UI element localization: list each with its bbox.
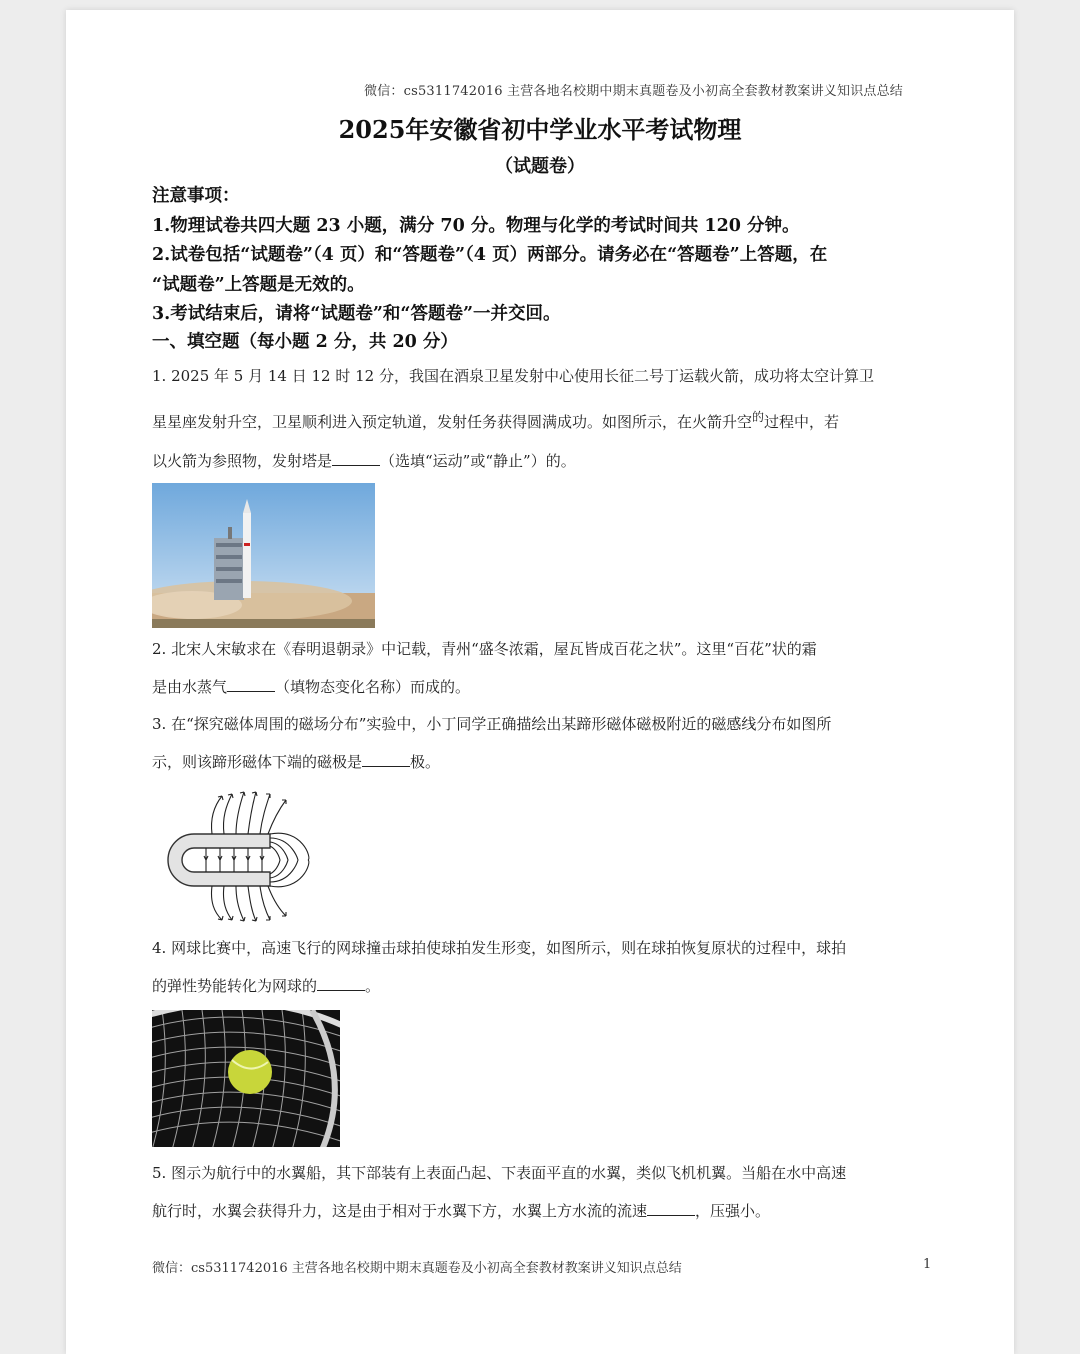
question-3-line: 3. 在“探究磁体周围的磁场分布”实验中，小丁同学正确描绘出某蹄形磁体磁极附近的磁感线分布如图所 (152, 715, 832, 733)
question-3-text: 示，则该蹄形磁体下端的磁极是 (152, 753, 363, 771)
question-1-line (152, 442, 932, 480)
notes-item: “试题卷”上答题是无效的。 (152, 274, 365, 295)
question-2-line: 2. 北宋人宋敏求在《春明退朝录》中记载，青州“盛冬浓霜，屋瓦皆成百花之状”。这里“百花”状的霜 (152, 640, 817, 658)
section-heading: 一、填空题（每小题 2 分，共 20 分） (152, 332, 458, 352)
question-5 (152, 1154, 932, 1230)
question-1-line: 1. 2025 年 5 月 14 日 12 时 12 分，我国在酒泉卫星发射中心使用长征二号丁运载火箭，成功将太空计算卫 (152, 367, 874, 385)
answer-blank (362, 752, 410, 767)
notes-item: 3.考试结束后，请将“试题卷”和“答题卷”一并交回。 (152, 304, 561, 324)
rocket-launch-image (152, 483, 375, 628)
answer-blank (317, 976, 365, 991)
exam-subtitle: （试题卷） (495, 156, 585, 177)
question-1-sup: 的 (752, 410, 765, 424)
question-4-line: 4. 网球比赛中，高速飞行的网球撞击球拍使球拍发生形变，如图所示，则在球拍恢复原状的过程中，球拍 (152, 939, 847, 957)
question-5-text: 航行时，水翼会获得升力，这是由于相对于水翼下方，水翼上方水流的流速 (152, 1202, 648, 1220)
question-1-text: 星星座发射升空，卫星顺利进入预定轨道，发射任务获得圆满成功。如图所示，在火箭升空 (152, 413, 753, 431)
question-2-text: 是由水蒸气 (152, 678, 228, 696)
header-watermark: 微信：cs5311742016 主营各地名校期中期末真题卷及小初高全套教材教案讲义知识点总结 (364, 84, 903, 99)
question-4-text: 。 (365, 977, 381, 995)
exam-title: 2025年安徽省初中学业水平考试物理 (338, 115, 742, 144)
question-1-text: （选填“运动”或“静止”）的。 (380, 452, 576, 470)
notes-block (152, 182, 932, 330)
question-5-line (152, 1192, 932, 1230)
exam-page (66, 10, 1014, 1354)
question-4-text: 的弹性势能转化为网球的 (152, 977, 318, 995)
question-1 (152, 357, 932, 480)
answer-blank (227, 677, 275, 692)
horseshoe-magnet-figure (152, 788, 316, 922)
question-1-text: 以火箭为参照物，发射塔是 (152, 452, 333, 470)
tennis-racket-image (152, 1010, 340, 1147)
question-2-text: （填物态变化名称）而成的。 (275, 678, 471, 696)
question-2-line (152, 668, 932, 706)
question-5-text: ，压强小。 (695, 1202, 771, 1220)
notes-item: 1.物理试卷共四大题 23 小题，满分 70 分。物理与化学的考试时间共 120 分钟。 (152, 215, 800, 236)
question-1-text: 过程中，若 (764, 413, 840, 431)
question-3-line (152, 743, 932, 781)
question-4 (152, 929, 932, 1005)
page-number: 1 (923, 1257, 932, 1272)
question-1-line (152, 403, 932, 442)
question-3 (152, 705, 932, 781)
notes-item: 2.试卷包括“试题卷”（4 页）和“答题卷”（4 页）两部分。请务必在“答题卷”上答题，在 (152, 245, 828, 265)
footer-watermark: 微信：cs5311742016 主营各地名校期中期末真题卷及小初高全套教材教案讲义知识点总结 (152, 1261, 682, 1276)
question-2 (152, 630, 932, 706)
answer-blank (332, 451, 380, 466)
answer-blank (647, 1201, 695, 1216)
question-3-text: 极。 (410, 753, 441, 771)
question-4-line (152, 967, 932, 1005)
notes-heading: 注意事项： (152, 186, 240, 206)
question-5-line: 5. 图示为航行中的水翼船，其下部装有上表面凸起、下表面平直的水翼，类似飞机机翼。当船在水中高速 (152, 1164, 847, 1182)
